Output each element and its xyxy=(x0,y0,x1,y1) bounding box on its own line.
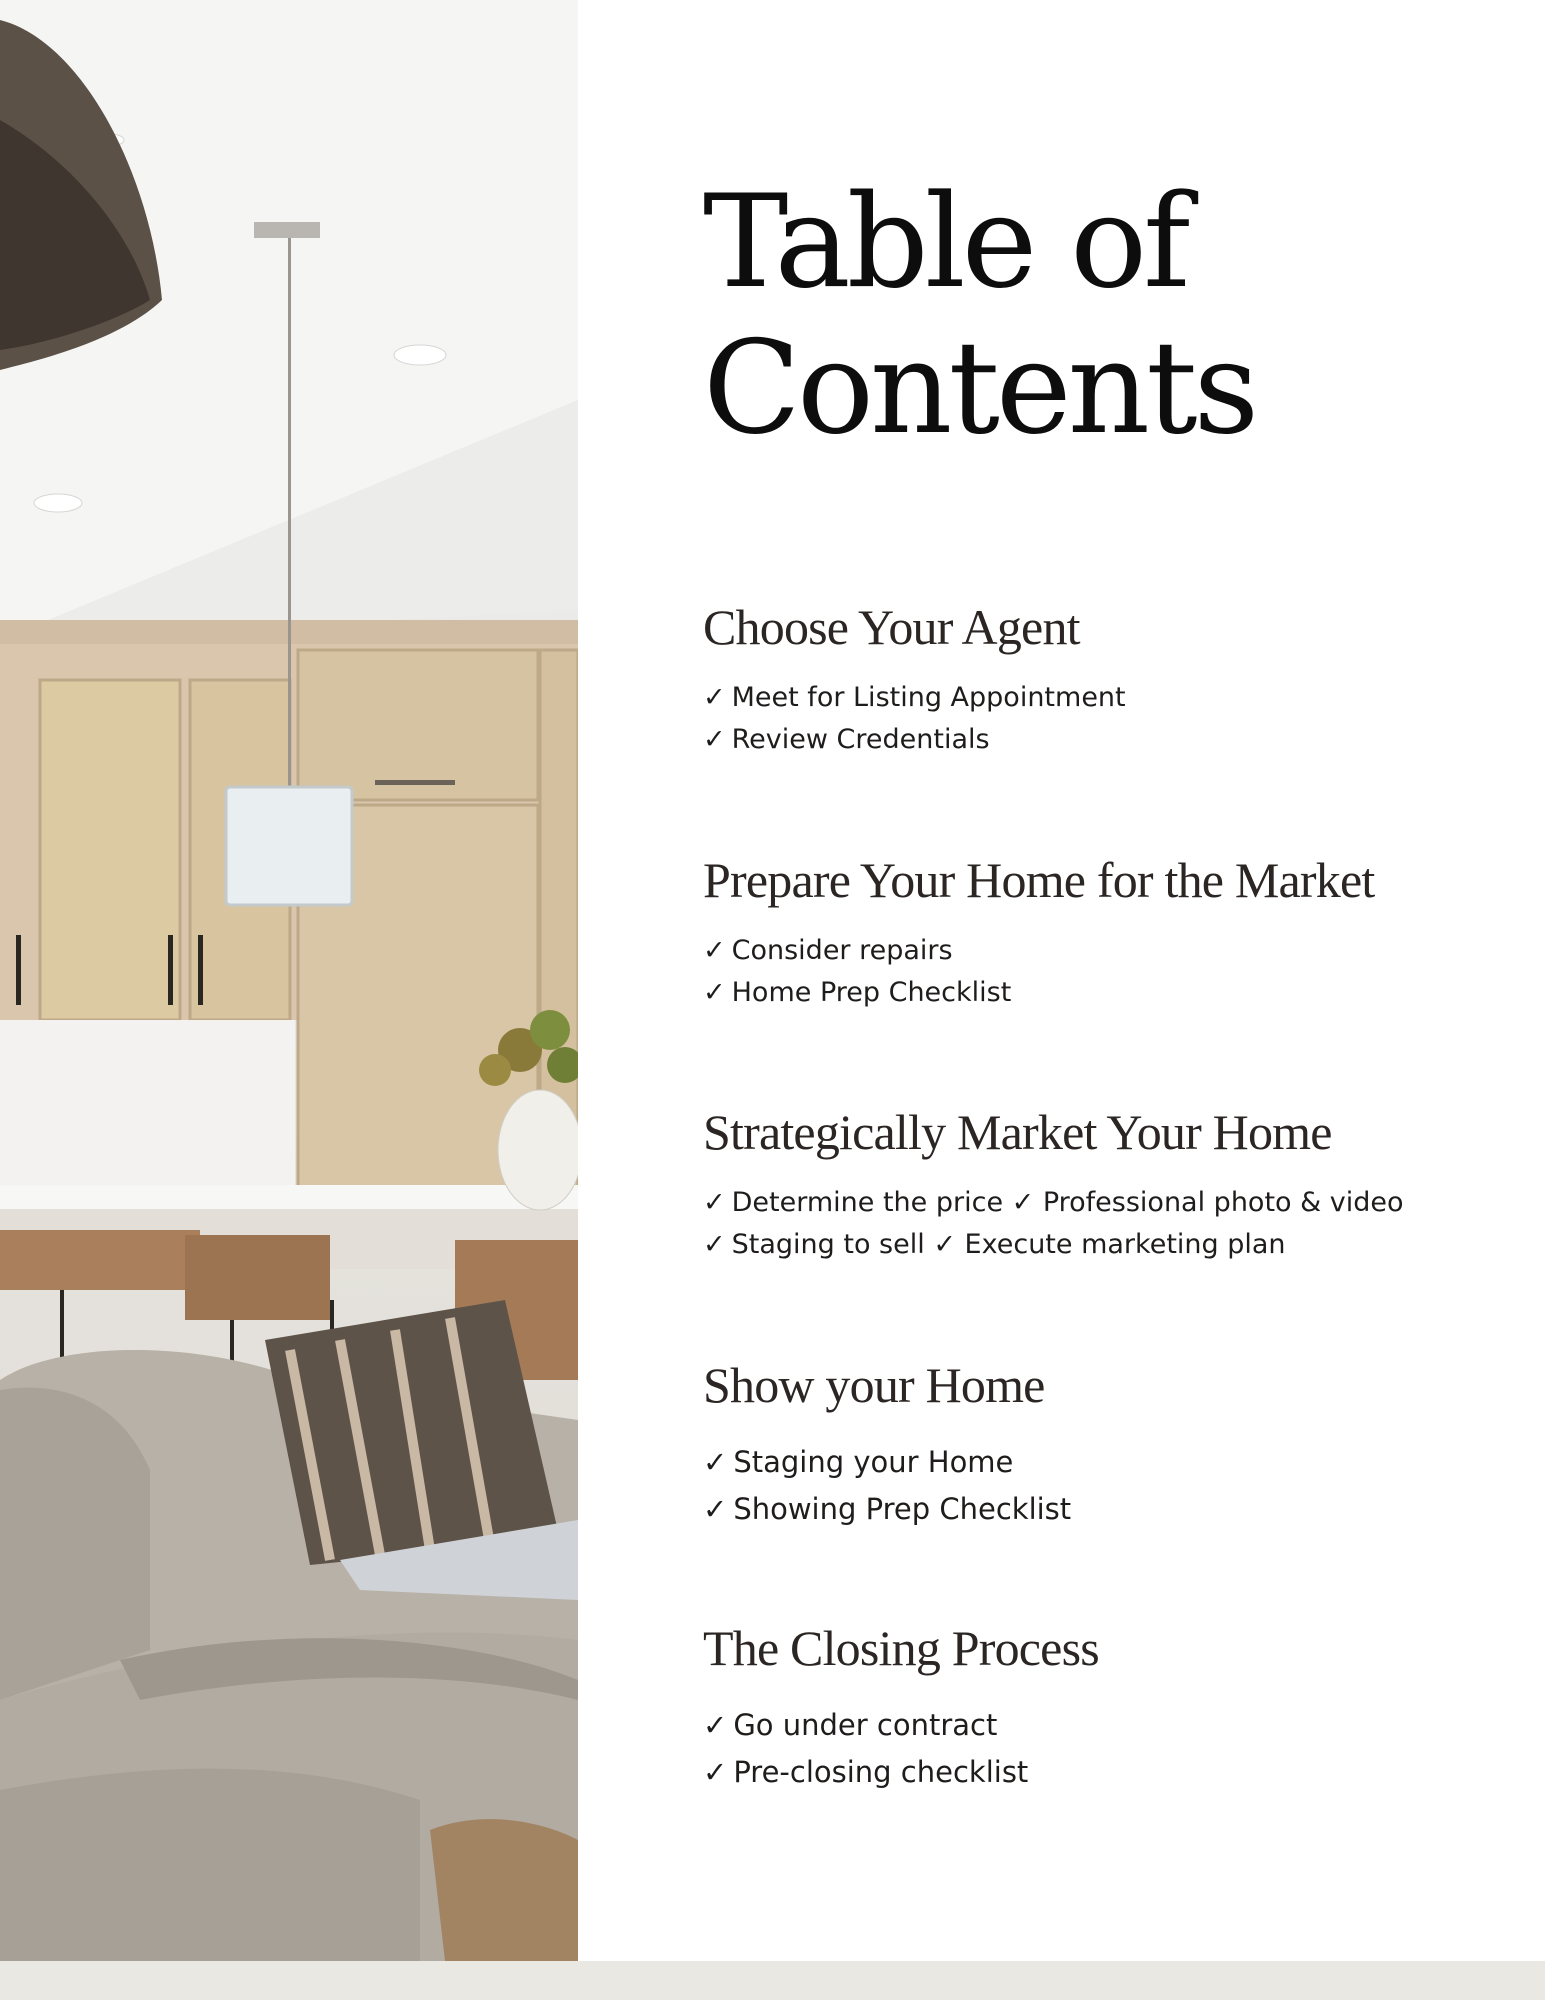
checklist-item xyxy=(703,719,1503,761)
checklist-item-text: Determine the price ✓ Professional photo & video xyxy=(731,1187,1404,1218)
check-icon: ✓ xyxy=(703,1755,728,1789)
check-icon: ✓ xyxy=(703,935,726,966)
checklist-item xyxy=(703,972,1503,1014)
check-icon: ✓ xyxy=(703,1708,728,1742)
section-heading: Choose Your Agent xyxy=(703,599,1080,655)
checklist-item-text: Staging your Home xyxy=(733,1445,1014,1479)
section-heading: Strategically Market Your Home xyxy=(703,1104,1332,1160)
section-prepare-home xyxy=(703,850,1503,1014)
checklist-item-text: Staging to sell ✓ Execute marketing plan xyxy=(731,1229,1286,1260)
checklist-item xyxy=(703,1486,1503,1533)
section-show-home xyxy=(703,1355,1503,1533)
section-closing-process xyxy=(703,1618,1503,1796)
page-title xyxy=(703,170,1463,462)
title-line-2: Contents xyxy=(703,314,1256,463)
section-heading: Prepare Your Home for the Market xyxy=(703,852,1375,908)
checklist-item-text: Meet for Listing Appointment xyxy=(731,682,1126,713)
checklist-item-text: Home Prep Checklist xyxy=(731,977,1012,1008)
checklist-item xyxy=(703,1749,1503,1796)
check-icon: ✓ xyxy=(703,1229,726,1260)
checklist-item xyxy=(703,677,1503,719)
check-icon: ✓ xyxy=(703,682,726,713)
interior-photo xyxy=(0,0,578,1961)
check-icon: ✓ xyxy=(703,1492,728,1526)
section-market-home xyxy=(703,1102,1503,1266)
section-heading: Show your Home xyxy=(703,1357,1045,1413)
check-icon: ✓ xyxy=(703,1187,726,1218)
checklist-item-text: Showing Prep Checklist xyxy=(733,1492,1072,1526)
checklist-item-text: Review Credentials xyxy=(731,724,990,755)
checklist-item xyxy=(703,930,1503,972)
checklist-item xyxy=(703,1702,1503,1749)
checklist-item xyxy=(703,1224,1503,1266)
section-choose-agent xyxy=(703,597,1503,761)
section-heading: The Closing Process xyxy=(703,1620,1099,1676)
checklist-item xyxy=(703,1439,1503,1486)
living-room-illustration xyxy=(0,0,578,1961)
title-line-1: Table of xyxy=(703,168,1187,317)
checklist-item-text: Go under contract xyxy=(733,1708,998,1742)
check-icon: ✓ xyxy=(703,1445,728,1479)
checklist-item-text: Consider repairs xyxy=(731,935,953,966)
check-icon: ✓ xyxy=(703,977,726,1008)
bottom-band xyxy=(0,1961,1545,2000)
checklist-item xyxy=(703,1182,1503,1224)
check-icon: ✓ xyxy=(703,724,726,755)
checklist-item-text: Pre-closing checklist xyxy=(733,1755,1029,1789)
